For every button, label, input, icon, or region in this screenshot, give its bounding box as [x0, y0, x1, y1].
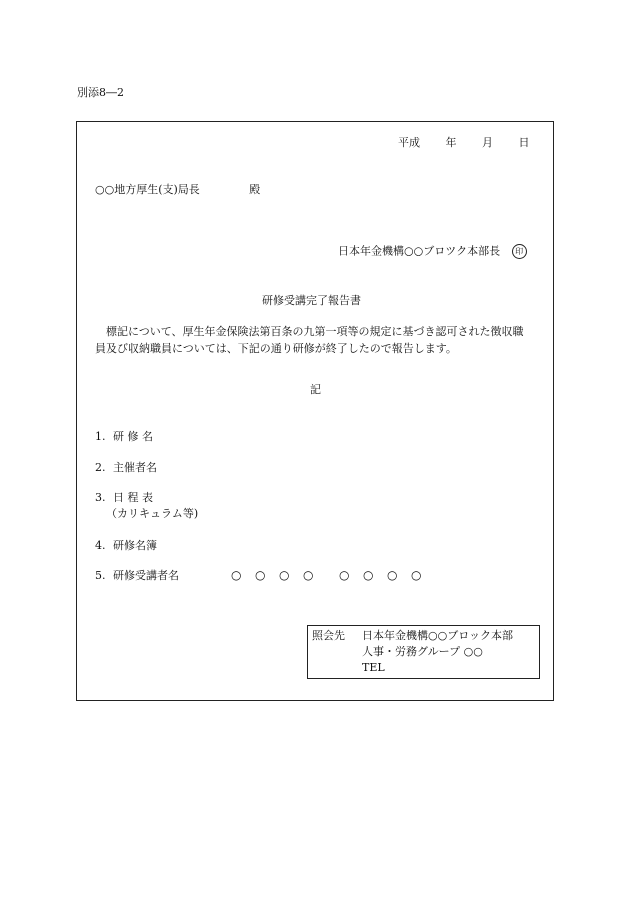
date-year: 年	[445, 136, 457, 149]
contact-department: 人事・労務グループ ○○	[362, 645, 483, 658]
item-training-roster	[95, 539, 157, 553]
item-label: 研 修 名	[113, 430, 153, 443]
attendee-placeholder: ○	[339, 568, 350, 582]
contact-organization: 日本年金機構○○ブロック本部	[362, 629, 513, 642]
attachment-label: 別添8―2	[77, 86, 124, 99]
attendee-placeholder: ○	[363, 568, 374, 582]
item-label: 研修受講者名	[113, 569, 179, 582]
item-number: 4.	[95, 539, 106, 552]
addressee-honorific: 殿	[249, 183, 261, 196]
attendee-placeholder: ○	[411, 568, 422, 582]
item-schedule-sub: （カリキュラム等)	[106, 507, 199, 520]
body-text: 標記について、厚生年金保険法第百条の九第一項等の規定に基づき認可された徴収職員及び収納職員については、下記の通り研修が終了したので報告します。	[95, 325, 524, 355]
date-line	[398, 136, 530, 150]
attendee-placeholder: ○	[231, 568, 242, 582]
addressee	[95, 183, 260, 197]
attendee-placeholder: ○	[279, 568, 290, 582]
date-day: 日	[518, 136, 530, 149]
item-label: 日 程 表	[113, 491, 153, 504]
date-month: 月	[482, 136, 493, 149]
sender	[338, 244, 527, 259]
seal-stamp-icon: 印	[512, 244, 527, 259]
attendee-placeholder: ○	[255, 568, 266, 582]
item-organizer-name	[95, 461, 157, 475]
form-frame	[76, 121, 554, 701]
item-training-name	[95, 430, 153, 444]
item-label: 研修名簿	[113, 539, 157, 552]
date-era: 平成	[398, 136, 420, 149]
contact-label: 照会先	[312, 629, 345, 642]
item-number: 5.	[95, 569, 106, 582]
contact-phone: TEL	[362, 661, 385, 674]
item-number: 2.	[95, 461, 106, 474]
item-number: 3.	[95, 491, 106, 504]
attendee-placeholder: ○	[387, 568, 398, 582]
document-title: 研修受講完了報告書	[262, 294, 361, 307]
sender-name: 日本年金機構○○ブロツク本部長	[338, 244, 501, 258]
addressee-name: ○○地方厚生(支)局長	[95, 183, 200, 196]
ki-heading: 記	[310, 383, 321, 396]
attendee-placeholder: ○	[303, 568, 314, 582]
item-attendee-names	[95, 569, 179, 583]
item-schedule	[95, 491, 153, 505]
attendee-placeholders	[231, 568, 435, 584]
item-number: 1.	[95, 430, 106, 443]
item-label: 主催者名	[113, 461, 157, 474]
